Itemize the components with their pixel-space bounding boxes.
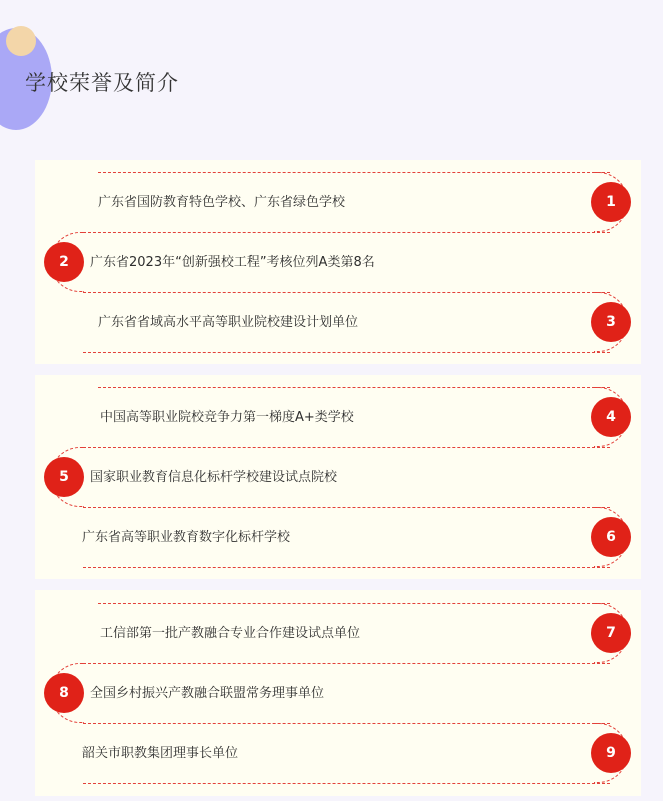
honor-item-text: 中国高等职业院校竞争力第一梯度A+类学校 [100,410,354,425]
honor-item-text: 广东省省域高水平高等职业院校建设计划单位 [98,315,359,330]
honor-item-text: 广东省2023年“创新强校工程”考核位列A类第8名 [90,255,375,270]
honor-number-badge: 5 [44,457,84,497]
honor-item-text: 广东省国防教育特色学校、广东省绿色学校 [98,195,346,210]
honor-number-badge: 2 [44,242,84,282]
honor-item-text: 国家职业教育信息化标杆学校建设试点院校 [90,470,338,485]
honor-item-text: 广东省高等职业教育数字化标杆学校 [82,530,291,545]
honor-number-badge: 7 [591,613,631,653]
honor-item-text: 工信部第一批产教融合专业合作建设试点单位 [100,626,361,641]
decorative-circle-small [6,26,36,56]
honor-item-text: 全国乡村振兴产教融合联盟常务理事单位 [90,686,325,701]
honor-number-badge: 4 [591,397,631,437]
honor-card-1 [35,160,641,364]
honor-card-3 [35,590,641,796]
honor-card-2 [35,375,641,579]
page-title: 学校荣誉及简介 [25,71,179,95]
honor-number-badge: 1 [591,182,631,222]
honor-number-badge: 9 [591,733,631,773]
honor-number-badge: 8 [44,673,84,713]
honor-item-text: 韶关市职教集团理事长单位 [82,746,239,761]
honor-number-badge: 6 [591,517,631,557]
honor-number-badge: 3 [591,302,631,342]
